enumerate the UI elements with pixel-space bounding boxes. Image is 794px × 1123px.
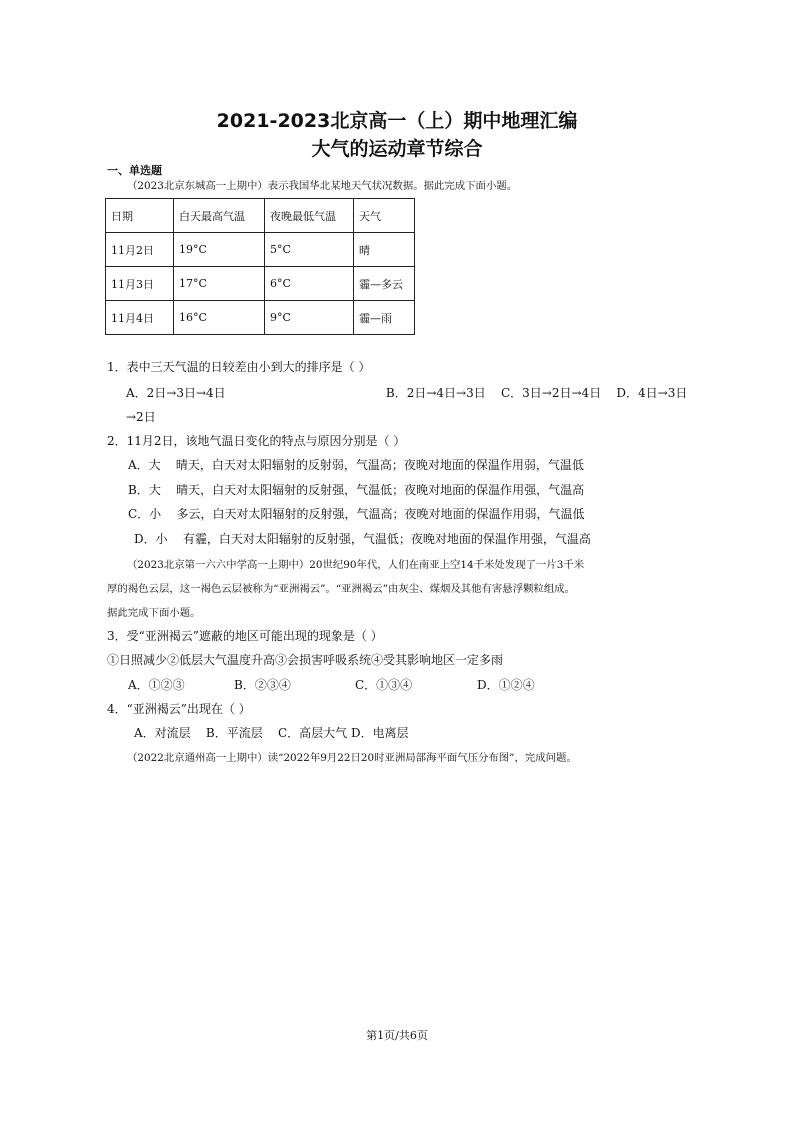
question-2-stem: 2．11月2日，该地气温日变化的特点与原因分别是（ ） <box>107 434 406 448</box>
question-3-option-d: D．①②④ <box>477 678 535 692</box>
question-3-option-a: A．①②③ <box>128 678 185 692</box>
intro-paragraph-2-line-1: （2023北京第一六六中学高一上期中）20世纪90年代，人们在南亚上空14千米处发现了一片3千米 <box>127 559 585 571</box>
table-row <box>106 301 415 335</box>
table-header-row <box>106 199 415 233</box>
question-1-options: A．2日→3日→4日 B．2日→4日→3日 C．3日→2日→4日 D．4日→3日 <box>126 386 688 400</box>
question-2-option-a: A．大 晴天，白天对太阳辐射的反射弱，气温高；夜晚对地面的保温作用弱，气温低 <box>128 458 584 472</box>
table-cell: 6°C <box>265 267 354 301</box>
question-1-options-wrap: →2日 <box>126 410 156 424</box>
table-cell: 9°C <box>265 301 354 335</box>
intro-paragraph-3: （2022北京通州高一上期中）读“2022年9月22日20时亚洲局部海平面气压分布图”，完成问题。 <box>127 752 577 764</box>
table-cell: 11月4日 <box>106 301 174 335</box>
document-title: 2021-2023北京高一（上）期中地理汇编 <box>216 110 578 132</box>
question-3-stem: 3．受“亚洲褐云”遮蔽的地区可能出现的现象是（ ） <box>107 629 383 643</box>
table-cell: 5°C <box>265 233 354 267</box>
table-cell: 11月3日 <box>106 267 174 301</box>
document-subtitle: 大气的运动章节综合 <box>311 138 483 160</box>
table-row <box>106 233 415 267</box>
intro-paragraph-2-line-3: 据此完成下面小题。 <box>107 607 201 619</box>
question-2-option-d: D．小 有霾，白天对太阳辐射的反射强，气温低；夜晚对地面的保温作用强，气温高 <box>134 532 591 546</box>
table-header-cell: 白天最高气温 <box>174 199 265 233</box>
question-3-option-c: C．①③④ <box>355 678 413 692</box>
question-3-items: ①日照减少②低层大气温度升高③会损害呼吸系统④受其影响地区一定多雨 <box>107 653 504 667</box>
table-cell: 晴 <box>354 233 415 267</box>
table-cell: 16°C <box>174 301 265 335</box>
question-2-option-c: C．小 多云，白天对太阳辐射的反射强，气温高；夜晚对地面的保温作用弱，气温低 <box>128 507 585 521</box>
intro-paragraph-1: （2023北京东城高一上期中）表示我国华北某地天气状况数据。据此完成下面小题。 <box>127 180 518 192</box>
table-header-cell: 夜晚最低气温 <box>265 199 354 233</box>
section-heading: 一、单选题 <box>107 164 162 177</box>
table-cell: 17°C <box>174 267 265 301</box>
table-cell: 11月2日 <box>106 233 174 267</box>
table-header-cell: 日期 <box>106 199 174 233</box>
intro-paragraph-2-line-2: 厚的褐色云层，这一褐色云层被称为“亚洲褐云”。“亚洲褐云”由灰尘、煤烟及其他有害悬浮颗粒组成。 <box>107 583 576 595</box>
question-2-option-b: B．大 晴天，白天对太阳辐射的反射强，气温低；夜晚对地面的保温作用强，气温高 <box>128 483 585 497</box>
question-4-options: A．对流层 B．平流层 C．高层大气 D．电离层 <box>134 726 409 740</box>
question-3-option-b: B．②③④ <box>234 678 291 692</box>
table-row <box>106 267 415 301</box>
table-header-cell: 天气 <box>354 199 415 233</box>
table-cell: 霾—多云 <box>354 267 415 301</box>
question-4-stem: 4．“亚洲褐云”出现在（ ） <box>107 702 251 716</box>
weather-table <box>105 198 415 335</box>
page-number: 第1页/共6页 <box>366 1029 428 1042</box>
question-1-stem: 1．表中三天气温的日较差由小到大的排序是（ ） <box>107 360 371 374</box>
table-cell: 霾—雨 <box>354 301 415 335</box>
table-cell: 19°C <box>174 233 265 267</box>
